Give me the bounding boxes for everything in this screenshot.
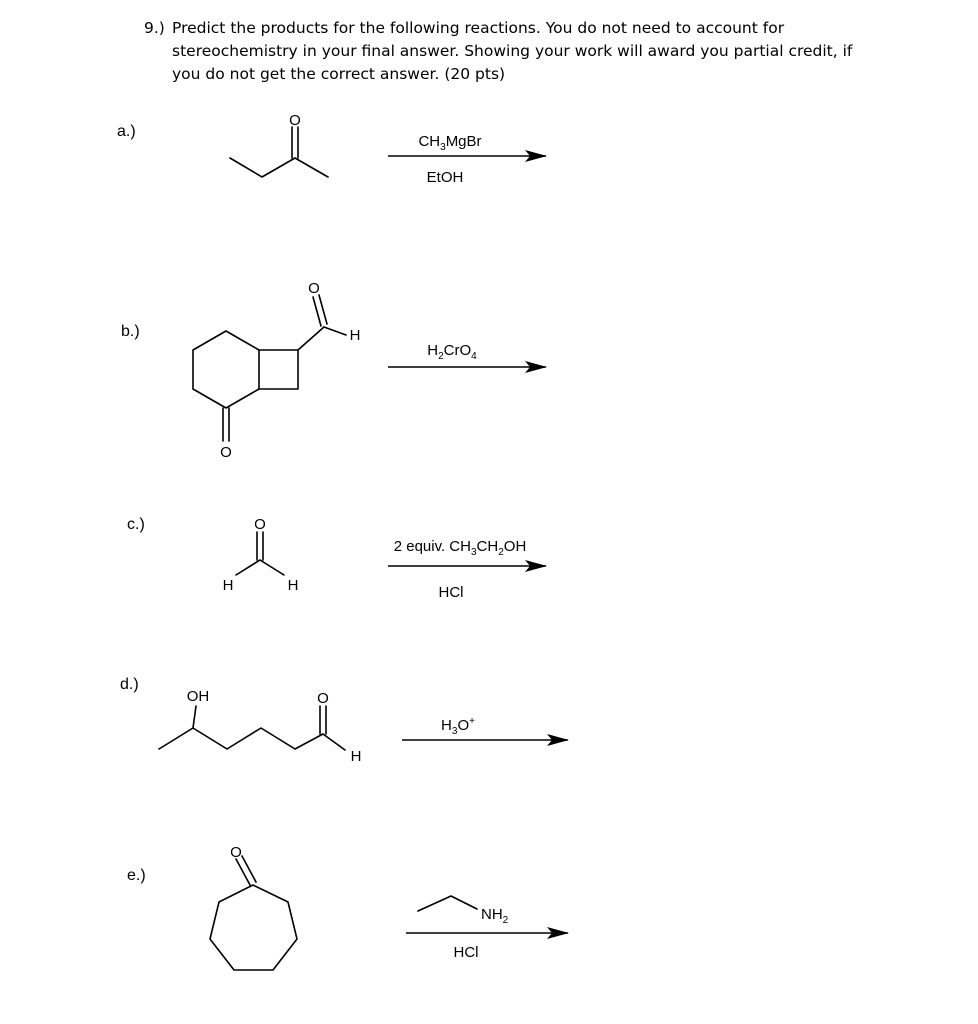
- reaction-c-conditions: [388, 538, 546, 601]
- reaction-a-oxygen: O: [289, 112, 301, 129]
- reaction-b-side-bond: [298, 327, 324, 350]
- reaction-b-cyclobutane-ring: [259, 350, 298, 389]
- reaction-d-carbon-chain: [159, 728, 323, 749]
- reaction-b-aldehyde-hydrogen: H: [349, 327, 361, 344]
- reaction-d-conditions: [402, 716, 568, 740]
- reaction-d-reagent-above: $H_3O^+$: [441, 716, 475, 737]
- reaction-a-carbon-chain: [230, 158, 328, 177]
- reaction-c-right-hydrogen: H: [287, 577, 299, 594]
- reaction-c-reagent-below: HCl: [438, 584, 464, 601]
- part-a-label: a.): [117, 123, 136, 140]
- reaction-e-oxygen: O: [230, 844, 242, 861]
- reaction-d-structure: [159, 688, 361, 765]
- part-d-label: d.): [120, 676, 139, 693]
- reaction-c-left-hydrogen: H: [222, 577, 234, 594]
- reaction-e-reagent-above: $NH_2$: [481, 906, 509, 926]
- reaction-c-reagent-above: 2 equiv. $CH_3CH_2OH$: [393, 538, 527, 558]
- reaction-a-reagent-above: $CH_3MgBr$: [418, 133, 482, 153]
- reaction-b-aldehyde-bond-1: [313, 297, 321, 326]
- reaction-e-conditions: [406, 896, 568, 961]
- reaction-b-aldehyde-oxygen: O: [308, 280, 320, 297]
- reaction-e-carbonyl-bond-1: [236, 859, 250, 885]
- reaction-b-aldehyde-bond-2: [319, 295, 327, 324]
- question-number: 9.): [144, 19, 165, 37]
- reaction-d-aldehyde-h-bond: [323, 734, 345, 750]
- reaction-c-left-h-bond: [236, 560, 260, 575]
- reaction-c-right-h-bond: [260, 560, 284, 575]
- reaction-d-oxygen: O: [317, 690, 329, 707]
- reaction-e-reagent-below: HCl: [453, 944, 479, 961]
- reaction-a-structure: [230, 112, 328, 177]
- reaction-e-ethylamine-chain: [418, 896, 477, 911]
- part-e-label: e.): [127, 867, 146, 884]
- reaction-c-structure: [223, 516, 299, 594]
- reaction-d-aldehyde-hydrogen: H: [350, 748, 362, 765]
- reaction-e-structure: [210, 844, 297, 970]
- reaction-d-hydroxyl-bond: [193, 706, 196, 728]
- reaction-e-carbonyl-bond-2: [242, 856, 256, 882]
- question-text: Predict the products for the following reactions. You do not need to account for stereochemistry in your final answer. Showing your work will award you partial credit, if you do not get the correct answer. (20 pts): [172, 19, 853, 83]
- reaction-b-conditions: [388, 342, 546, 367]
- reaction-b-aldehyde-h-bond: [324, 327, 346, 335]
- reaction-c-oxygen: O: [254, 516, 266, 533]
- reaction-e-cycloheptane-ring: [210, 885, 297, 970]
- reaction-b-cyclohexane-ring: [193, 331, 259, 408]
- reaction-b-structure: [193, 280, 360, 461]
- part-c-label: c.): [127, 516, 145, 533]
- reaction-b-reagent-above: $H_2CrO_4$: [427, 342, 477, 362]
- reaction-b-ketone-oxygen: O: [220, 444, 232, 461]
- reaction-a-conditions: [388, 133, 546, 186]
- part-b-label: b.): [121, 323, 140, 340]
- reaction-d-hydroxyl: OH: [186, 688, 210, 705]
- reaction-a-reagent-below: EtOH: [426, 169, 464, 186]
